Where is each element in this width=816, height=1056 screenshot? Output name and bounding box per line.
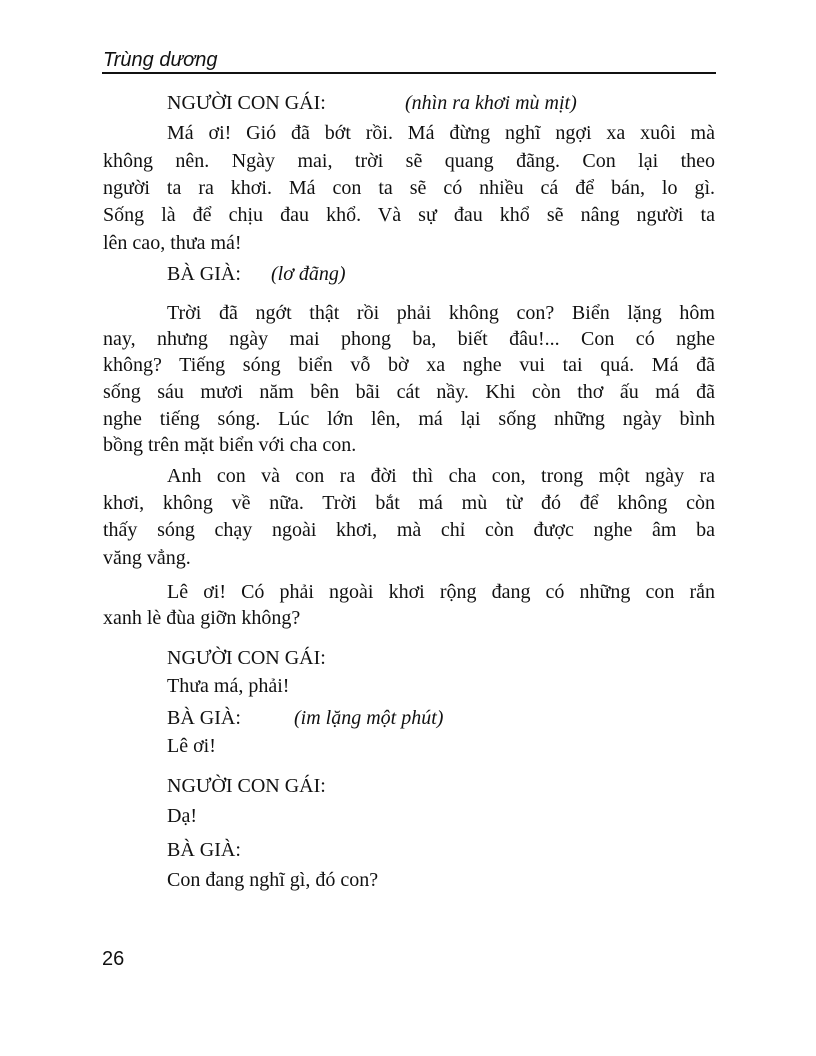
speaker-name: BÀ GIÀ:	[167, 707, 241, 729]
speaker-name: BÀ GIÀ:	[167, 263, 241, 285]
dialogue-line: Con đang nghĩ gì, đó con?	[167, 869, 379, 891]
text-line: người ta ra khơi. Má con ta sẽ có nhiều cá để bán, lo gì.	[103, 177, 715, 199]
text-line: Sống là để chịu đau khổ. Và sự đau khổ sẽ nâng người ta	[103, 204, 715, 226]
dialogue-line: Lê ơi!	[167, 735, 216, 757]
text-line: không? Tiếng sóng biển vỗ bờ xa nghe vui tai quá. Má đã	[103, 354, 715, 376]
dialogue-line: Thưa má, phải!	[167, 675, 290, 697]
text-line: Anh con và con ra đời thì cha con, trong một ngày ra	[167, 465, 715, 487]
text-line: không nên. Ngày mai, trời sẽ quang đãng. Con lại theo	[103, 150, 715, 172]
text-line: sống sáu mươi năm bên bãi cát nầy. Khi còn thơ ấu má đã	[103, 381, 715, 403]
stage-direction: (nhìn ra khơi mù mịt)	[405, 92, 577, 114]
text-line: khơi, không về nữa. Trời bắt má mù từ đó để không còn	[103, 492, 715, 514]
text-line: Má ơi! Gió đã bớt rồi. Má đừng nghĩ ngợi xa xuôi mà	[167, 122, 715, 144]
speaker-name: NGƯỜI CON GÁI:	[167, 775, 326, 797]
text-line: Trời đã ngớt thật rồi phải không con? Biển lặng hôm	[167, 302, 715, 324]
speaker-name: BÀ GIÀ:	[167, 839, 241, 861]
text-line: nghe tiếng sóng. Lúc lớn lên, má lại sống những ngày bình	[103, 408, 715, 430]
text-line: bồng trên mặt biển với cha con.	[103, 434, 357, 456]
header-rule	[102, 72, 716, 74]
running-header: Trùng dương	[103, 49, 218, 71]
page-number: 26	[102, 948, 125, 970]
stage-direction: (lơ đãng)	[271, 263, 346, 285]
text-line: lên cao, thưa má!	[103, 232, 242, 254]
speaker-name: NGƯỜI CON GÁI:	[167, 92, 326, 114]
dialogue-line: Dạ!	[167, 805, 197, 827]
speaker-name: NGƯỜI CON GÁI:	[167, 647, 326, 669]
text-line: Lê ơi! Có phải ngoài khơi rộng đang có những con rắn	[167, 581, 715, 603]
text-line: xanh lè đùa giỡn không?	[103, 607, 301, 629]
text-line: văng vẳng.	[103, 547, 191, 569]
text-line: nay, nhưng ngày mai phong ba, biết đâu!... Con có nghe	[103, 328, 715, 350]
text-line: thấy sóng chạy ngoài khơi, mà chỉ còn được nghe âm ba	[103, 519, 715, 541]
stage-direction: (im lặng một phút)	[294, 707, 444, 729]
